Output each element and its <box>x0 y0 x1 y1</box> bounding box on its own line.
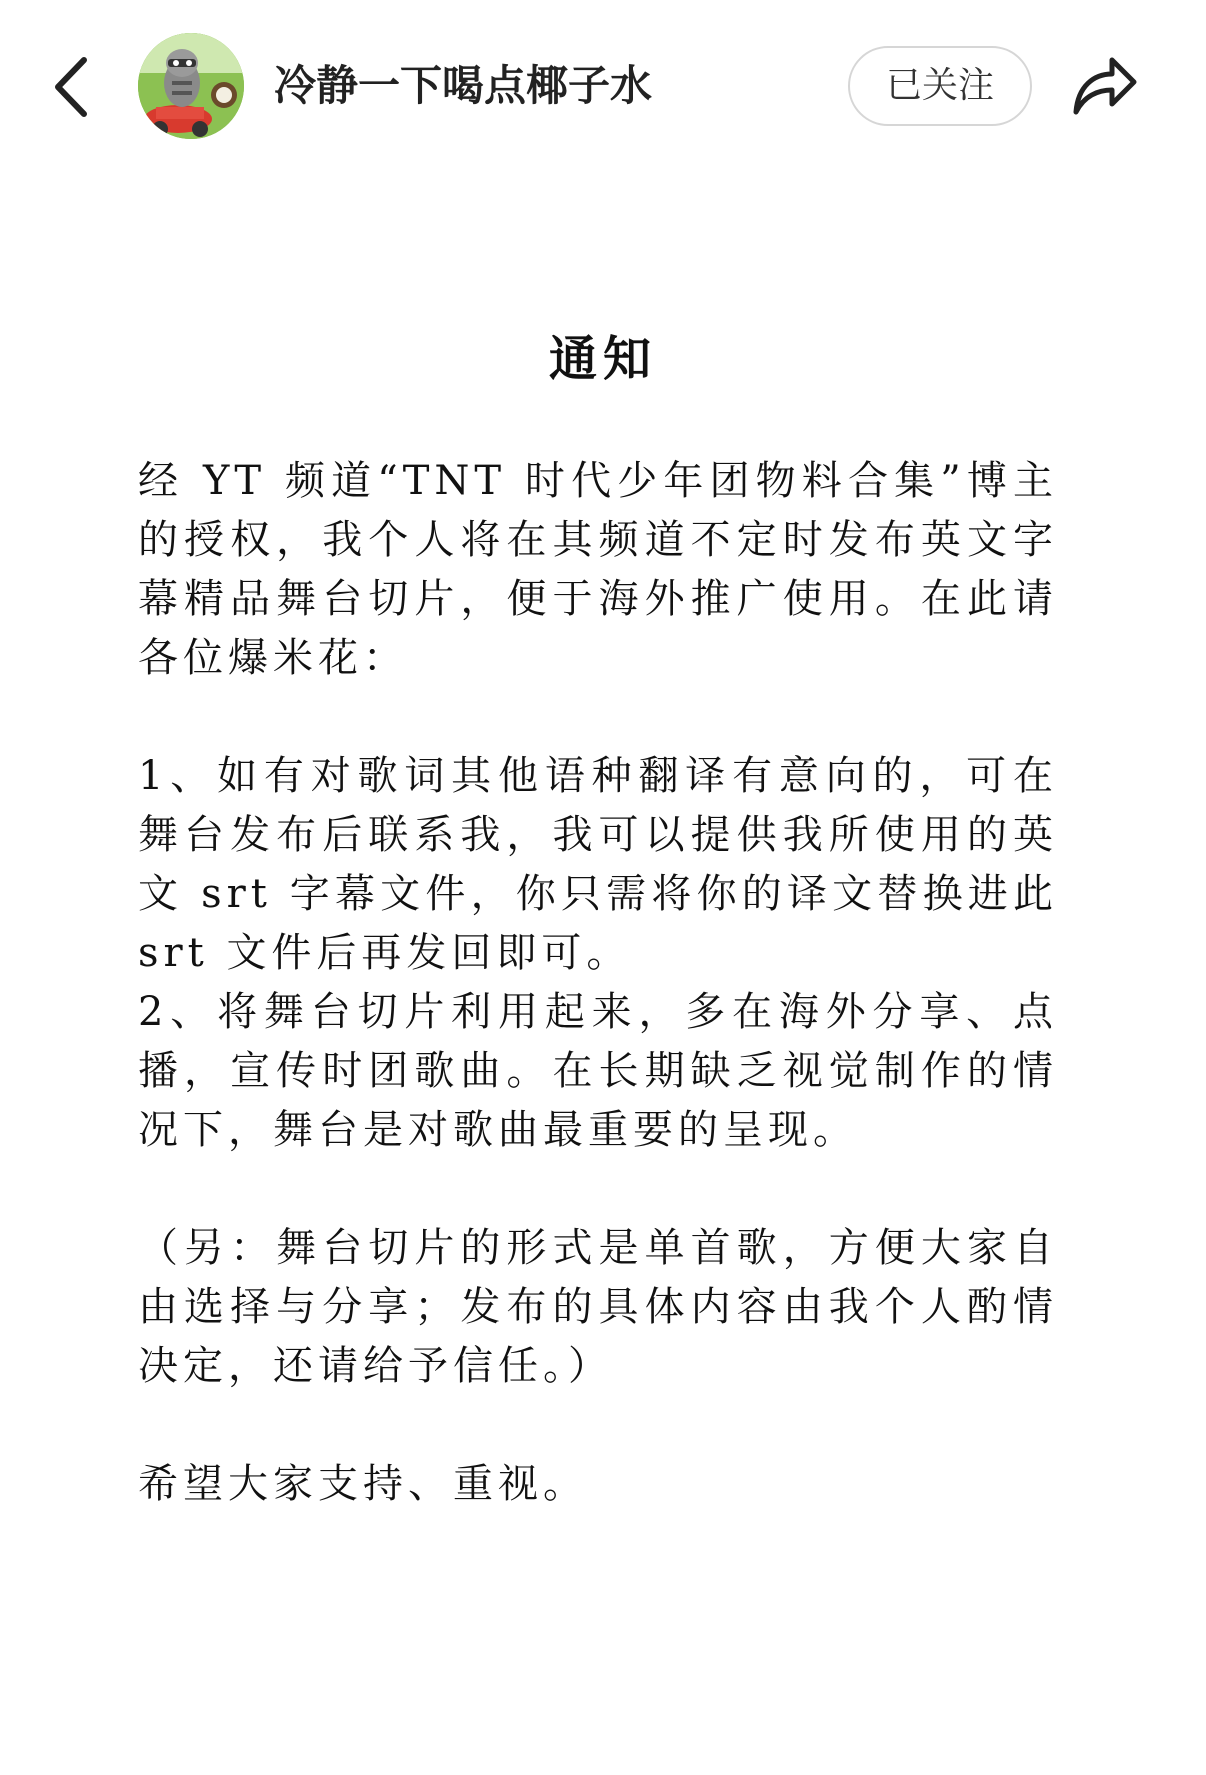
raccoon-avatar-icon <box>138 33 244 139</box>
paragraph-item-1: 1、如有对歌词其他语种翻译有意向的，可在舞台发布后联系我，我可以提供我所使用的英文 srt 字幕文件，你只需将你的译文替换进此 srt 文件后再发回即可。 <box>138 753 1058 976</box>
top-bar <box>0 0 1206 170</box>
notice-title: 通知 <box>548 331 657 387</box>
back-button[interactable] <box>48 52 98 122</box>
paragraph-gap <box>138 688 1058 747</box>
username[interactable]: 冷静一下喝点椰子水 <box>274 61 653 110</box>
paragraph-note: （另：舞台切片的形式是单首歌，方便大家自由选择与分享；发布的具体内容由我个人酌情决定，还请给予信任。） <box>138 1225 1058 1389</box>
notice-body <box>138 452 1058 1514</box>
share-button[interactable] <box>1068 48 1140 124</box>
paragraph-item-2: 2、将舞台切片利用起来，多在海外分享、点播，宣传时团歌曲。在长期缺乏视觉制作的情况下，舞台是对歌曲最重要的呈现。 <box>138 989 1058 1153</box>
share-arrow-icon <box>1068 48 1140 124</box>
paragraph-closing: 希望大家支持、重视。 <box>138 1461 588 1507</box>
paragraph-gap <box>138 1160 1058 1219</box>
follow-button[interactable]: 已关注 <box>848 46 1032 126</box>
avatar[interactable] <box>138 33 244 139</box>
paragraph-gap <box>138 1396 1058 1455</box>
chevron-left-icon <box>48 52 98 122</box>
paragraph-intro: 经 YT 频道“TNT 时代少年团物料合集”博主的授权，我个人将在其频道不定时发布英文字幕精品舞台切片，便于海外推广使用。在此请各位爆米花： <box>138 458 1058 681</box>
